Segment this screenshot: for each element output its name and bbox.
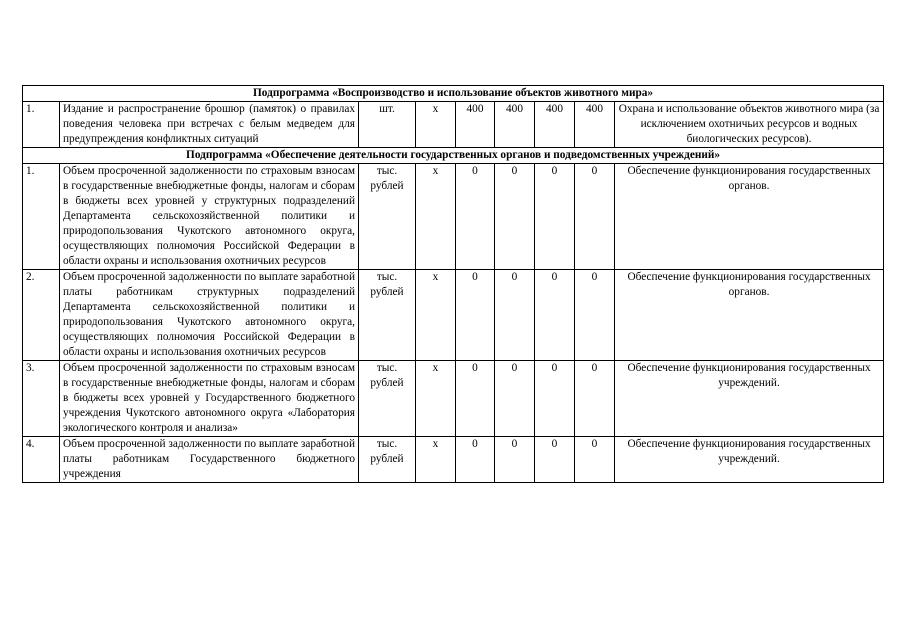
row-number: 1. (23, 164, 60, 270)
row-value-4: 400 (575, 102, 615, 148)
row-value-1: 0 (456, 164, 495, 270)
row-unit: тыс. рублей (359, 164, 416, 270)
row-value-1: 0 (456, 270, 495, 361)
row-number: 4. (23, 437, 60, 483)
row-number: 2. (23, 270, 60, 361)
row-value-4: 0 (575, 270, 615, 361)
table-row (23, 437, 884, 483)
row-value-4: 0 (575, 437, 615, 483)
table-row (23, 102, 884, 148)
row-description: Объем просроченной задолженности по выплате заработной платы работникам Государственного бюджетного учреждения (60, 437, 359, 483)
row-number: 3. (23, 361, 60, 437)
row-value-4: 0 (575, 164, 615, 270)
row-description: Издание и распространение брошюр (памяток) о правилах поведения человека при встречах с белым медведем для предупреждения конфликтных ситуаций (60, 102, 359, 148)
row-x: х (416, 270, 456, 361)
row-value-1: 0 (456, 437, 495, 483)
row-value-3: 0 (535, 437, 575, 483)
row-value-3: 0 (535, 361, 575, 437)
row-result: Охрана и использование объектов животного мира (за исключением охотничьих ресурсов и водных биологических ресурсов). (615, 102, 884, 148)
row-number: 1. (23, 102, 60, 148)
section-title-wildlife: Подпрограмма «Воспроизводство и использование объектов животного мира» (23, 86, 884, 102)
row-value-2: 0 (495, 164, 535, 270)
row-x: х (416, 361, 456, 437)
row-value-4: 0 (575, 361, 615, 437)
row-result: Обеспечение функционирования государственных учреждений. (615, 361, 884, 437)
indicators-table (22, 85, 884, 483)
row-description: Объем просроченной задолженности по страховым взносам в государственные внебюджетные фонды, налогам и сборам в бюджеты всех уровней у Государственного бюджетного учреждения Чукотского автономного округа «Лаборатория экологического контроля и анализа» (60, 361, 359, 437)
row-description: Объем просроченной задолженности по страховым взносам в государственные внебюджетные фонды, налогам и сборам в бюджеты всех уровней у структурных подразделений Департамента сельскохозяйственной политики и природопользования Чукотского автономного округа, осуществляющих полномочия Российской Федерации в области охраны и использования охотничьих ресурсов (60, 164, 359, 270)
section-title-operations: Подпрограмма «Обеспечение деятельности государственных органов и подведомственных учреждений» (23, 148, 884, 164)
row-unit: тыс. рублей (359, 270, 416, 361)
table-row (23, 270, 884, 361)
row-value-3: 0 (535, 164, 575, 270)
table-row (23, 361, 884, 437)
row-value-2: 0 (495, 437, 535, 483)
row-x: х (416, 164, 456, 270)
row-value-2: 0 (495, 361, 535, 437)
row-value-2: 0 (495, 270, 535, 361)
table-row (23, 164, 884, 270)
row-value-3: 400 (535, 102, 575, 148)
row-description: Объем просроченной задолженности по выплате заработной платы работникам структурных подразделений Департамента сельскохозяйственной политики и природопользования Чукотского автономного округа, осуществляющих полномочия Российской Федерации в области охраны и использования охотничьих ресурсов (60, 270, 359, 361)
row-x: х (416, 102, 456, 148)
row-result: Обеспечение функционирования государственных учреждений. (615, 437, 884, 483)
row-value-3: 0 (535, 270, 575, 361)
row-value-1: 400 (456, 102, 495, 148)
row-unit: тыс. рублей (359, 361, 416, 437)
row-result: Обеспечение функционирования государственных органов. (615, 270, 884, 361)
row-value-1: 0 (456, 361, 495, 437)
row-x: х (416, 437, 456, 483)
row-unit: шт. (359, 102, 416, 148)
row-value-2: 400 (495, 102, 535, 148)
row-unit: тыс. рублей (359, 437, 416, 483)
row-result: Обеспечение функционирования государственных органов. (615, 164, 884, 270)
